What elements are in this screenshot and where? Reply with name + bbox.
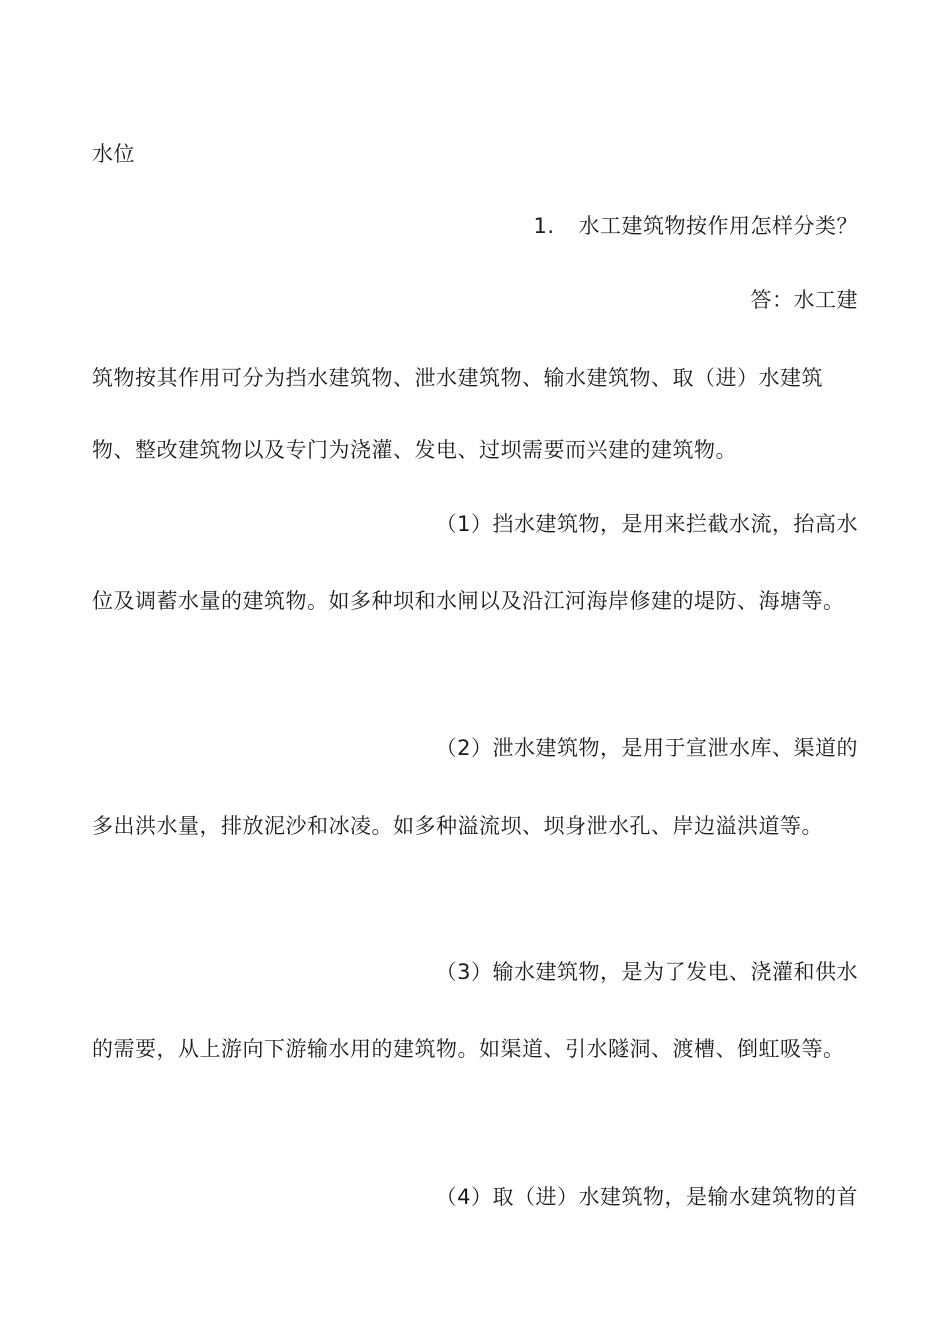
question-heading — [533, 212, 858, 240]
answer-start: 答：水工建 — [750, 288, 858, 312]
item-1-start: （1）挡水建筑物，是用来拦截水流，抬高水 — [435, 512, 858, 536]
paragraph-line: 物、整改建筑物以及专门为浇灌、发电、过坝需要而兴建的建筑物。 — [92, 438, 737, 462]
paragraph-line: 筑物按其作用可分为挡水建筑物、泄水建筑物、输水建筑物、取（进）水建筑 — [92, 366, 823, 390]
paragraph-line: 的需要，从上游向下游输水用的建筑物。如渠道、引水隧洞、渡槽、倒虹吸等。 — [92, 1037, 845, 1061]
paragraph-line: 多出洪水量，排放泥沙和冰凌。如多种溢流坝、坝身泄水孔、岸边溢洪道等。 — [92, 814, 823, 838]
item-3-start: （3）输水建筑物，是为了发电、浇灌和供水 — [435, 960, 858, 984]
text-line-water-level: 水位 — [92, 142, 135, 166]
question-number: 1. — [533, 214, 555, 238]
item-4-start: （4）取（进）水建筑物，是输水建筑物的首 — [435, 1185, 858, 1209]
question-text: 水工建筑物按作用怎样分类？ — [578, 214, 858, 238]
item-2-start: （2）泄水建筑物，是用于宣泄水库、渠道的 — [435, 736, 858, 760]
paragraph-line: 位及调蓄水量的建筑物。如多种坝和水闸以及沿江河海岸修建的堤防、海塘等。 — [92, 589, 845, 613]
